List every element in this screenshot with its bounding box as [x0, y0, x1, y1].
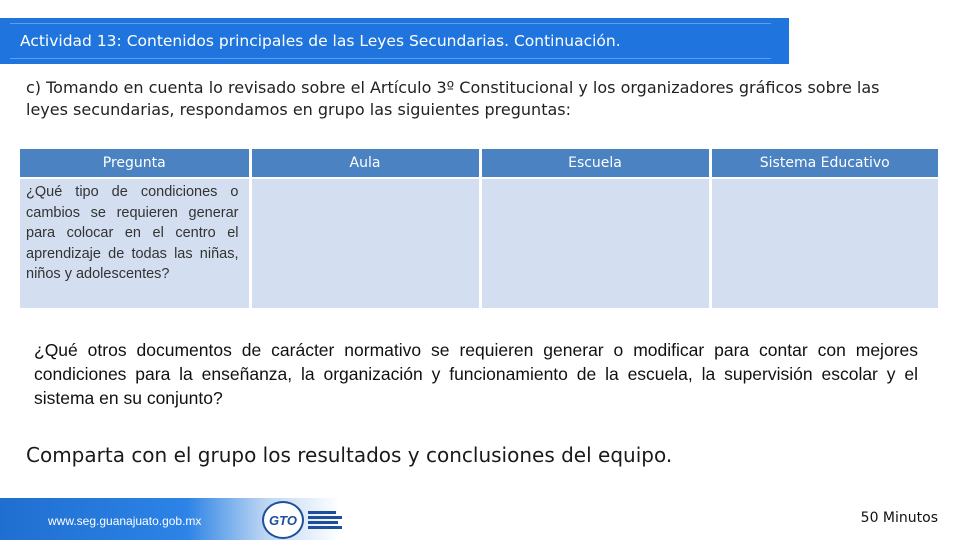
- title-inner: [10, 23, 771, 59]
- column-header-pregunta: Pregunta: [20, 149, 250, 178]
- questions-table: [20, 149, 938, 308]
- footer-url-link[interactable]: www.seg.guanajuato.gob.mx: [48, 514, 202, 528]
- page-title: Actividad 13: Contenidos principales de las Leyes Secundarias. Continuación.: [20, 32, 621, 50]
- gto-logo-badge: [262, 501, 304, 539]
- question-2-text: ¿Qué otros documentos de carácter normativo se requieren generar o modificar para contar con mejores condiciones para la enseñanza, la organización y funcionamiento de la escuela, la supervisión escolar y el sistema en su conjunto?: [34, 340, 918, 408]
- column-header-aula: Aula: [250, 149, 480, 178]
- column-header-sistema-educativo: Sistema Educativo: [710, 149, 938, 178]
- gto-logo-text: GTO: [269, 512, 297, 528]
- answer-cell-aula[interactable]: [250, 178, 480, 308]
- question-cell: ¿Qué tipo de condiciones o cambios se requieren generar para colocar en el centro el aprendizaje de todas las niñas, niños y adolescentes?: [20, 178, 250, 308]
- title-bar: [0, 18, 789, 64]
- duration-label: 50 Minutos: [860, 510, 938, 526]
- logo-stripes-icon: [308, 511, 342, 529]
- answer-cell-sistema[interactable]: [710, 178, 938, 308]
- table-header-row: [20, 149, 938, 178]
- intro-text: c) Tomando en cuenta lo revisado sobre el Artículo 3º Constitucional y los organizadores gráficos sobre las leyes secundarias, respondamos en grupo las siguientes preguntas:: [26, 78, 880, 119]
- table-row: [20, 178, 938, 308]
- gto-logo: [262, 501, 342, 539]
- closing-instruction: Comparta con el grupo los resultados y conclusiones del equipo.: [26, 443, 673, 467]
- column-header-escuela: Escuela: [480, 149, 710, 178]
- answer-cell-escuela[interactable]: [480, 178, 710, 308]
